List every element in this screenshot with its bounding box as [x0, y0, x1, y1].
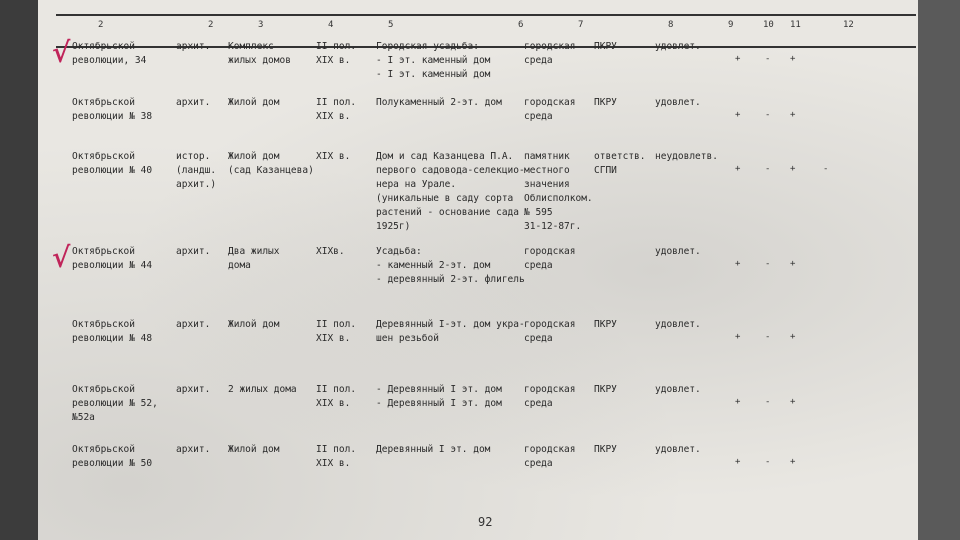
cell-period: II пол. XIX в.: [316, 384, 357, 409]
cell-period: II пол. XIX в.: [316, 319, 357, 344]
cell-protection: ответств. СГПИ: [594, 151, 646, 176]
cell-description: Деревянный I эт. дом: [376, 444, 491, 455]
cell-significance: городская среда: [524, 97, 576, 122]
status-mark: +: [790, 54, 796, 64]
cell-address: Октябрьской революции № 44: [72, 246, 153, 271]
status-mark: -: [765, 164, 771, 174]
cell-condition: удовлет.: [655, 319, 701, 330]
status-mark: +: [790, 332, 796, 342]
header-col-2: 2: [208, 20, 214, 30]
header-col-4: 4: [328, 20, 334, 30]
check-mark-icon: √: [52, 36, 71, 69]
cell-condition: неудовлетв.: [655, 151, 718, 162]
cell-object: Жилой дом (сад Казанцева): [228, 151, 314, 176]
header-col-9: 9: [728, 20, 734, 30]
status-mark: -: [765, 110, 771, 120]
cell-address: Октябрьской революции № 48: [72, 319, 153, 344]
cell-condition: удовлет.: [655, 384, 701, 395]
header-col-7: 7: [578, 20, 584, 30]
cell-description: Полукаменный 2-эт. дом: [376, 97, 502, 108]
status-mark: +: [735, 259, 741, 269]
status-mark: -: [765, 259, 771, 269]
cell-condition: удовлет.: [655, 246, 701, 257]
status-mark: +: [790, 457, 796, 467]
cell-category: архит.: [176, 246, 211, 257]
header-top-line: [56, 14, 916, 16]
cell-category: архит.: [176, 97, 211, 108]
cell-period: XIX в.: [316, 151, 351, 162]
cell-significance: памятник местного значения Облисполком. № 595 31-12-87г.: [524, 151, 593, 232]
cell-category: архит.: [176, 444, 211, 455]
cell-period: XIXв.: [316, 246, 345, 257]
status-mark: +: [790, 110, 796, 120]
status-mark: +: [735, 54, 741, 64]
cell-description: - Деревянный I эт. дом - Деревянный I эт. дом: [376, 384, 502, 409]
cell-object: Жилой дом: [228, 97, 280, 108]
status-mark: -: [765, 457, 771, 467]
status-mark: +: [735, 110, 741, 120]
cell-object: Жилой дом: [228, 319, 280, 330]
status-mark: +: [790, 164, 796, 174]
cell-description: Усадьба: - каменный 2-эт. дом - деревянный 2-эт. флигель: [376, 246, 525, 285]
cell-address: Октябрьской революции № 50: [72, 444, 153, 469]
status-mark: -: [823, 164, 829, 174]
status-mark: -: [765, 397, 771, 407]
cell-address: Октябрьской революции, 34: [72, 41, 147, 66]
cell-protection: ПКРУ: [594, 41, 617, 52]
cell-protection: ПКРУ: [594, 97, 617, 108]
cell-period: II пол. XIX в.: [316, 444, 357, 469]
check-mark-icon: √: [52, 241, 71, 274]
cell-object: Комплекс жилых домов: [228, 41, 291, 66]
cell-description: Деревянный I-эт. дом укра- шен резьбой: [376, 319, 525, 344]
cell-condition: удовлет.: [655, 41, 701, 52]
header-col-8: 8: [668, 20, 674, 30]
cell-category: архит.: [176, 384, 211, 395]
status-mark: +: [735, 332, 741, 342]
cell-period: II пол. XIX в.: [316, 41, 357, 66]
cell-protection: ПКРУ: [594, 444, 617, 455]
cell-object: 2 жилых дома: [228, 384, 297, 395]
cell-category: архит.: [176, 41, 211, 52]
header-col-12: 12: [843, 20, 854, 30]
cell-description: Дом и сад Казанцева П.А. первого садовода-селекцио- нера на Урале. (уникальные в саду сорта растений - основание сада 1925г): [376, 151, 525, 232]
cell-category: истор. (ландш. архит.): [176, 151, 217, 190]
document-page: [38, 0, 918, 540]
status-mark: -: [765, 332, 771, 342]
header-col-11: 11: [790, 20, 801, 30]
cell-category: архит.: [176, 319, 211, 330]
header-col-5: 5: [388, 20, 394, 30]
cell-address: Октябрьской революции № 52, №52а: [72, 384, 158, 423]
cell-significance: городская среда: [524, 319, 576, 344]
cell-description: Городская усадьба: - I эт. каменный дом - I эт. каменный дом: [376, 41, 491, 80]
cell-object: Жилой дом: [228, 444, 280, 455]
cell-protection: ПКРУ: [594, 319, 617, 330]
header-col-6: 6: [518, 20, 524, 30]
cell-address: Октябрьской революции № 40: [72, 151, 153, 176]
cell-protection: ПКРУ: [594, 384, 617, 395]
cell-object: Два жилых дома: [228, 246, 280, 271]
status-mark: +: [790, 397, 796, 407]
status-mark: +: [735, 164, 741, 174]
status-mark: +: [790, 259, 796, 269]
cell-significance: городская среда: [524, 384, 576, 409]
status-mark: +: [735, 397, 741, 407]
header-col-10: 10: [763, 20, 774, 30]
cell-significance: городская среда: [524, 41, 576, 66]
cell-address: Октябрьской революции № 38: [72, 97, 153, 122]
status-mark: +: [735, 457, 741, 467]
cell-significance: городская среда: [524, 246, 576, 271]
header-col-1: 2: [98, 20, 104, 30]
cell-condition: удовлет.: [655, 97, 701, 108]
header-col-3: 3: [258, 20, 264, 30]
page-edge-shadow: [0, 0, 38, 540]
background-surface: [918, 0, 960, 540]
cell-condition: удовлет.: [655, 444, 701, 455]
page-number: 92: [478, 515, 493, 529]
cell-significance: городская среда: [524, 444, 576, 469]
cell-period: II пол. XIX в.: [316, 97, 357, 122]
status-mark: -: [765, 54, 771, 64]
